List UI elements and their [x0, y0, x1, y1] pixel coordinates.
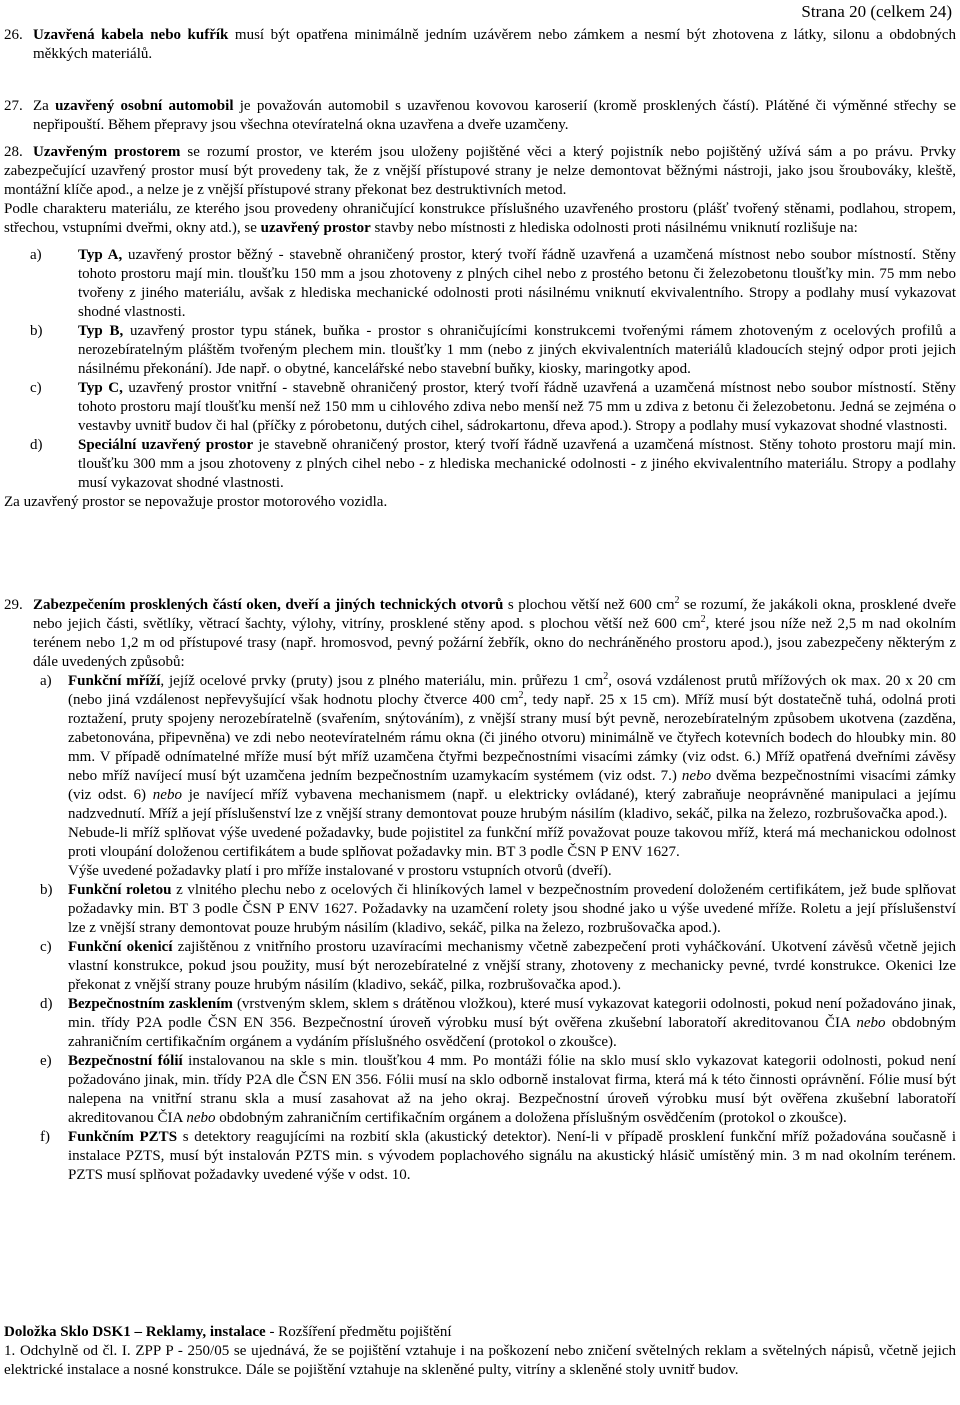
clause-title: Doložka Sklo DSK1 – Reklamy, instalace - Rozšíření předmětu pojištění [4, 1324, 452, 1340]
paragraph-number: 29. [4, 597, 23, 613]
list-item-f: f) Funkčním PZTS s detektory reagujícími na rozbití skla (akustický detektor). Není-li v případě prosklení funkční mříž požadována současně i instalace PZTS, musí být instalován PZTS min. s vývodem poplachového signálu na akustický hlásič umístěný min. 3 m nad okolním terénem. PZTS musí splňovat požadavky uvedené výše v odst. 10. [40, 1129, 956, 1183]
paragraph-number: 27. [4, 98, 23, 114]
paragraph-number: 26. [4, 27, 23, 43]
page-number-label: Strana 20 (celkem 24) [801, 2, 952, 21]
clause-dsk1 [4, 1323, 956, 1380]
term-bold: uzavřený osobní automobil [55, 98, 234, 114]
list-item-e: e) Bezpečnostní fólií instalovanou na skle s min. tloušťkou 4 mm. Po montáži fólie na sklo musí sklo vykazovat kategorii odolnosti, pokud není požadováno jinak, min. třídy P2A dle ČSN EN 356. Fólii musí na sklo odborně instalovat firma, která má k této činnosti oprávnění. Fólie musí být nalepena na vnitřní stranu skla a musí zasahovat až na jeho okraj. Bezpečnostní úroveň výrobku musí být ověřena zkušební laboratoří akreditovanou ČIA nebo obdobným zahraničním certifikačním orgánem a doložena příslušným osvědčením (protokol o zkoušce). [40, 1053, 956, 1126]
closing-note: Za uzavřený prostor se nepovažuje prostor motorového vozidla. [4, 494, 388, 510]
list-item-a: a) Funkční mříží, jejíž ocelové prvky (pruty) jsou z plného materiálu, min. průřezu 1 $cm^2$, osová vzdálenost prutů mřížových ok max. 20 x 20 cm (nebo jiná vzdálenost nepřevyšující však hodnotu plochy čtverce 400 $cm^2$, tedy např. 25 x 15 cm). Mříž musí být dostatečně tuhá, odolná proti roztažení, pruty spojeny nerozebíratelně (svařením, snýtováním), z vnější strany musí být pevně, nerozebíratelným způsobem ukotvena (zazděna, zabetonována, připevněna) ve zdi nebo neotevíratelném rámu okna (či jiného otvoru) minimálně ve čtyřech kotevních bodech do hloubky min. 80 mm. V případě odnímatelné mříže musí být mříž uzamčena čtyřmi bezpečnostními visacími zámky (viz odst. 6.) Mříž opatřená dveřními závěsy nebo mříž navíjecí musí být uzamčena jedním bezpečnostním uzamykacím systémem (viz odst. 7.) nebo dvěma bezpečnostními visacími zámky (viz odst. 6) nebo je navíjecí mříž vybavena mechanismem (např. u elektricky ovládané), který zabraňuje neoprávněné manipulaci a jejímu nadzvednutí. Mříž a její příslušenství lze z vnější strany demontovat pouze hrubým násilím (kladivo, sekáč, pilka na železo, rozbrušovačka apod.). [40, 671, 956, 822]
term-bold: Uzavřená kabela nebo kufřík [33, 27, 229, 43]
term-bold: Uzavřeným prostorem [33, 144, 181, 160]
list-item-b: b) Typ B, uzavřený prostor typu stánek, buňka - prostor s ohraničujícími konstrukcemi tvořenými rámem zhotoveným z ocelových profilů a nerozebíratelným pláštěm tvořeným plechem min. tloušťky 1 mm (nebo z jiných ekvivalentních materiálů kladoucích stejný odpor proti jejich násilnému překonání). Jde např. o obytné, kancelářské nebo stavební buňky, kiosky, maringotky apod. [30, 323, 956, 377]
list-item-b: b) Funkční roletou z vlnitého plechu nebo z ocelových či hliníkových lamel v bezpečnostním provedení doloženém certifikátem, jež bude splňovat požadavky min. BT 3 podle ČSN P ENV 1627. Požadavky na uzamčení rolety jsou shodné jako u výše uvedené mříže. Roletu a její příslušenství lze z vnější strany demontovat pouze hrubým násilím (kladivo, sekáč, pilka na železo, rozbrušovačka apod.). [40, 882, 957, 936]
paragraph-29: 29. Zabezpečením prosklených částí oken, dveří a jiných technických otvorů s plochou větší než 600 $cm^2$ se rozumí, že jakákoli okna, prosklené dveře nebo jejich části, světlíky, větrací šachty, výlohy, vitríny, prosklené stěny apod. s plochou větší než 600 $cm^2$, které jsou níže než 2,5 m nad okolním terénem nebo 1,2 m od přístupové trasy (např. hromosvod, pevný požární žebřík, okno do nechráněného prostoru apod.), jsou zabezpečeny některým z dále uvedených způsobů: a) Funkční mříží, jejíž ocelové prvky (pruty) jsou z plného materiálu, min. průřezu 1 $cm^2$, osová vzdálenost prutů mřížových ok max. 20 x 20 cm (nebo jiná vzdálenost nepřevyšující však hodnotu plochy čtverce 400 $cm^2$, tedy např. 25 x 15 cm). Mříž musí být dostatečně tuhá, odolná proti roztažení, pruty spojeny nerozebíratelně (svařením, snýtováním), z vnější strany musí být pevně, nerozebíratelným způsobem ukotvena (zazděna, zabetonována, připevněna) ve zdi nebo neotevíratelném rámu okna (či jiného otvoru) minimálně ve čtyřech kotevních bodech do hloubky min. 80 mm. V případě odnímatelné mříže musí být mříž uzamčena čtyřmi bezpečnostními visacími zámky (viz odst. 6.) Mříž opatřená dveřními závěsy nebo mříž navíjecí musí být uzamčena jedním bezpečnostním uzamykacím systémem (viz odst. 7.) nebo dvěma bezpečnostními visacími zámky (viz odst. 6) nebo je navíjecí mříž vybavena mechanismem (např. u elektricky ovládané), který zabraňuje neoprávněné manipulaci a jejímu nadzvednutí. Mříž a její příslušenství lze z vnější strany demontovat pouze hrubým násilím (kladivo, sekáč, pilka na železo, rozbrušovačka apod.). Nebude-li mříž splňovat výše uvedené požadavky, bude pojistitel za funkční mříž považovat pouze takovou mříž, která má mechanickou odolnost proti vloupání doloženou certifikátem a bude splňovat požadavky min. BT 3 podle ČSN P ENV 1627. Výše uvedené požadavky platí i pro mříže instalované v prostoru vstupních otvorů (dveří). b) Funkční roletou z vlnitého plechu nebo z ocelových či hliníkových lamel v bezpečnostním provedení doloženém certifikátem, jež bude splňovat požadavky min. BT 3 podle ČSN P ENV 1627. Požadavky na uzamčení rolety jsou shodné jako u výše uvedené mříže. Roletu a její příslušenství lze z vnější strany demontovat pouze hrubým násilím (kladivo, sekáč, pilka na železo, rozbrušovačka apod.). c) Funkční okenicí zajištěnou z vnitřního prostoru uzavíracími mechanismy včetně zabezpečení proti vyháčkování. Ukotvení závěsů včetně jejich vlastní konstrukce, pokud jsou použity, musí být nerozebíratelné z vnější strany, zhotoveny z mechanicky pevné, tvrdé konstrukce. Okenici lze překonat z vnější strany pouze hrubým násilím (kladivo, sekáč, pilka, rozbrušovačka apod.). d) Bezpečnostním zasklením (vrstveným sklem, sklem s drátěnou vložkou), které musí vykazovat kategorii odolnosti, pokud není požadováno jinak, min. třídy P2A podle ČSN EN 356. Bezpečnostní úroveň výrobku musí být ověřena zkušební laboratoří akreditovanou ČIA nebo obdobným zahraničním certifikačním orgánem a vydáním příslušného osvědčení (protokol o zkoušce). e) Bezpečnostní fólií instalovanou na skle s min. tloušťkou 4 mm. Po montáži fólie na sklo musí sklo vykazovat kategorii odolnosti, pokud není požadováno jinak, min. třídy P2A dle ČSN EN 356. Fólii musí na sklo odborně instalovat firma, která má k této činnosti oprávnění. Fólie musí být nalepena na vnitřní stranu skla a musí zasahovat až na jeho okraj. Bezpečnostní úroveň výrobku musí být ověřena zkušební laboratoří akreditovanou ČIA nebo obdobným zahraničním certifikačním orgánem a doložena příslušným osvědčením (protokol o zkoušce). f) Funkčním PZTS s detektory reagujícími na rozbití skla (akustický detektor). Není-li v případě prosklení funkční mříž požadována současně i instalace PZTS, musí být instalován PZTS min. s vývodem poplachového signálu na akustický hlásič umístěný min. 3 m nad okolním terénem. PZTS musí splňovat požadavky uvedené výše v odst. 10. [4, 595, 957, 1183]
list-item-a: a) Typ A, uzavřený prostor běžný - stavebně ohraničený prostor, který tvoří řádně uzavřená a uzamčená místnost nebo soubor místností. Stěny tohoto prostoru mají min. tloušťku 150 mm a jsou zhotoveny z plných cihel nebo z prostého betonu či železobetonu tloušťky min. 75 mm nebo tvořeny z jiného materiálu, avšak z hlediska mechanické odolnosti proti násilnému vniknutí ekvivalentního. Stropy a podlahy musí vykazovat shodné vlastnosti. [30, 247, 956, 320]
paragraph-text: musí být opatřena minimálně jedním uzávěrem nebo zámkem a nesmí být zhotovena z látky, silonu a obdobných měkkých materiálů. [33, 27, 956, 62]
list-item-c: c) Funkční okenicí zajištěnou z vnitřního prostoru uzavíracími mechanismy včetně zabezpečení proti vyháčkování. Ukotvení závěsů včetně jejich vlastní konstrukce, pokud jsou použity, musí být nerozebíratelné z vnější strany, zhotoveny z mechanicky pevné, tvrdé konstrukce. Okenici lze překonat z vnější strany pouze hrubým násilím (kladivo, sekáč, pilka, rozbrušovačka apod.). [40, 939, 956, 993]
clause-text: 1. Odchylně od čl. I. ZPP P - 250/05 se ujednává, že se pojištění vztahuje i na poškození nebo zničení světelných reklam a světelných nápisů, včetně jejich elektrické instalace a nosné konstrukce. Dále se pojištění vztahuje na skleněné pulty, vitríny a skleněné stoly uvnitř budov. [4, 1343, 956, 1378]
paragraph-28: 28. Uzavřeným prostorem se rozumí prostor, ve kterém jsou uloženy pojištěné věci a který pojistník nebo pojištěný užívá sám a po právu. Prvky zabezpečující uzavřený prostor musí být provedeny tak, že z vnější přístupové strany je nelze demontovat běžnými nástroji, jako jsou šroubováky, kleště, montážní klíče apod., a nelze je z vnější přístupové strany překonat bez destruktivních metod. Podle charakteru materiálu, ze kterého jsou provedeny ohraničující konstrukce příslušného uzavřeného prostoru (plášť tvořený stěnami, podlahou, stropem, střechou, vstupními dveřmi, okny atd.), se uzavřený prostor stavby nebo místnosti z hlediska odolnosti proti násilnému vniknutí rozlišuje na: a) Typ A, uzavřený prostor běžný - stavebně ohraničený prostor, který tvoří řádně uzavřená a uzamčená místnost nebo soubor místností. Stěny tohoto prostoru mají min. tloušťku 150 mm a jsou zhotoveny z plných cihel nebo z prostého betonu či železobetonu tloušťky min. 75 mm nebo tvořeny z jiného materiálu, avšak z hlediska mechanické odolnosti proti násilnému vniknutí ekvivalentního. Stropy a podlahy musí vykazovat shodné vlastnosti. b) Typ B, uzavřený prostor typu stánek, buňka - prostor s ohraničujícími konstrukcemi tvořenými rámem zhotoveným z ocelových profilů a nerozebíratelným pláštěm tvořeným plechem min. tloušťky 1 mm (nebo z jiných ekvivalentních materiálů kladoucích stejný odpor proti jejich násilnému překonání). Jde např. o obytné, kancelářské nebo stavební buňky, kiosky, maringotky apod. c) Typ C, uzavřený prostor vnitřní - stavebně ohraničený prostor, který tvoří řádně uzavřená a uzamčená místnost nebo soubor místností. Stěny tohoto prostoru mají tloušťku menší než 150 mm u cihlového zdiva nebo menší než 75 mm u zdiva z betonu či železobetonu. Jedná se zejména o vestavby uvnitř budov či hal (příčky z pórobetonu, dutých cihel, sádrokartonu, dřeva apod.). Stropy a podlahy musí vykazovat shodné vlastnosti. d) Speciální uzavřený prostor je stavebně ohraničený prostor, který tvoří řádně uzavřená a uzamčená místnost. Stěny tohoto prostoru mají min. tloušťku 300 mm a jsou zhotoveny z plných cihel nebo - z hlediska mechanické odolnosti - z jiného ekvivalentního materiálu. Stropy a podlahy musí vykazovat shodné vlastnosti. Za uzavřený prostor se nepovažuje prostor motorového vozidla. [4, 144, 956, 510]
paragraph-27: 27. Za uzavřený osobní automobil je považován automobil s uzavřenou kovovou karoserií (kromě prosklených částí). Plátěné či výměnné střechy se nepřipouští. Během přepravy jsou všechna otevíratelná okna uzavřena a dveře uzamčeny. [4, 98, 956, 133]
term-bold: Zabezpečením prosklených částí oken, dveří a jiných technických otvorů [33, 597, 504, 613]
list-item-c: c) Typ C, uzavřený prostor vnitřní - stavebně ohraničený prostor, který tvoří řádně uzavřená a uzamčená místnost nebo soubor místností. Stěny tohoto prostoru mají tloušťku menší než 150 mm u cihlového zdiva nebo menší než 75 mm u zdiva z betonu či železobetonu. Jedná se zejména o vestavby uvnitř budov či hal (příčky z pórobetonu, dutých cihel, sádrokartonu, dřeva apod.). Stropy a podlahy musí vykazovat shodné vlastnosti. [30, 380, 956, 434]
paragraph-number: 28. [4, 144, 23, 160]
paragraph-26 [4, 26, 956, 64]
list-item-d: d) Speciální uzavřený prostor je stavebně ohraničený prostor, který tvoří řádně uzavřená a uzamčená místnost. Stěny tohoto prostoru mají min. tloušťku 300 mm a jsou zhotoveny z plných cihel nebo - z hlediska mechanické odolnosti - z jiného ekvivalentního materiálu. Stropy a podlahy musí vykazovat shodné vlastnosti. [30, 437, 956, 491]
paragraph-text: je považován automobil s uzavřenou kovovou karoserií (kromě prosklených částí). Plátěné či výměnné střechy se nepřipouští. Během přepravy jsou všechna otevíratelná okna uzavřena a dveře uzamčeny. [33, 98, 956, 133]
list-item-d: d) Bezpečnostním zasklením (vrstveným sklem, sklem s drátěnou vložkou), které musí vykazovat kategorii odolnosti, pokud není požadováno jinak, min. třídy P2A podle ČSN EN 356. Bezpečnostní úroveň výrobku musí být ověřena zkušební laboratoří akreditovanou ČIA nebo obdobným zahraničním certifikačním orgánem a vydáním příslušného osvědčení (protokol o zkoušce). [40, 996, 957, 1050]
paragraph-text: se rozumí prostor, ve kterém jsou uloženy pojištěné věci a který pojistník nebo pojištěný užívá sám a po právu. Prvky zabezpečující uzavřený prostor musí být provedeny tak, že z vnější přístupové strany je nelze demontovat běžnými nástroji, jako jsou šroubováky, kleště, montážní klíče apod., a nelze je z vnější přístupové strany překonat bez destruktivních metod. [4, 144, 956, 198]
